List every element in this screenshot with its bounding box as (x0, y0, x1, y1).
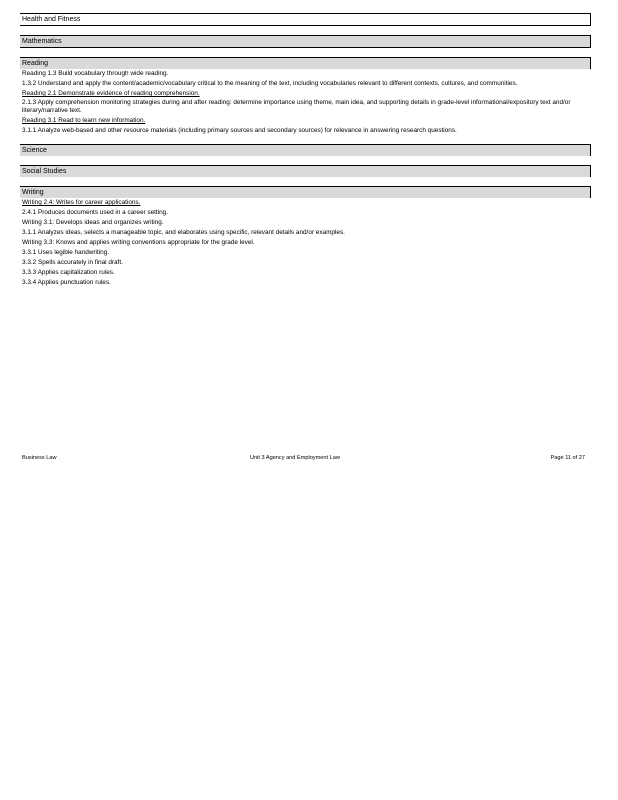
standard-item: 3.3.3 Applies capitalization rules. (22, 269, 115, 276)
footer-unit: Unit 3 Agency and Employment Law (250, 455, 340, 461)
standard-item: 2.1.3 Apply comprehension monitoring strategies during and after reading: determine importance using theme, main idea, and supporting details in grade-level informational/expository text and/or literary/narrative text. (22, 99, 571, 114)
section-science (20, 144, 591, 156)
section-mathematics (20, 35, 591, 48)
section-title: Science (22, 147, 47, 154)
section-title: Mathematics (22, 38, 62, 45)
standard-heading: Writing 3.3: Knows and applies writing conventions appropriate for the grade level. (22, 239, 255, 246)
standard-item: 1.3.2 Understand and apply the content/academic/vocabulary critical to the meaning of the text, including vocabularies relevant to different contexts, cultures, and communities. (22, 80, 518, 87)
section-social-studies (20, 165, 591, 177)
standard-item: 3.1.1 Analyze web-based and other resource materials (including primary sources and secondary sources) for relevance in answering research questions. (22, 127, 457, 134)
standard-item: 3.3.1 Uses legible handwriting. (22, 249, 110, 256)
section-title: Social Studies (22, 168, 67, 175)
page-footer (22, 454, 585, 462)
section-health-fitness (20, 13, 591, 26)
writing-standards (20, 198, 591, 288)
section-writing (20, 186, 591, 198)
standard-heading: Writing 3.1: Develops ideas and organizes writing. (22, 219, 164, 226)
standard-item: 3.3.2 Spells accurately in final draft. (22, 259, 123, 266)
section-reading (20, 57, 591, 69)
section-title: Reading (22, 60, 49, 67)
section-title: Health and Fitness (22, 16, 81, 23)
section-title: Writing (22, 189, 44, 196)
reading-standards (20, 69, 591, 136)
standards-content (20, 13, 591, 288)
footer-page-number: Page 11 of 27 (550, 455, 585, 461)
standard-item: 3.1.1 Analyzes ideas, selects a manageable topic, and elaborates using specific, relevant details and/or examples. (22, 229, 345, 236)
standard-heading: Reading 3.1 Read to learn new information. (22, 117, 146, 124)
standard-item: 2.4.1 Produces documents used in a career setting. (22, 209, 169, 216)
standard-item: 3.3.4 Applies punctuation rules. (22, 279, 111, 286)
footer-course: Business Law (22, 455, 57, 461)
standard-heading: Reading 1.3 Build vocabulary through wide reading. (22, 70, 169, 77)
standard-heading: Reading 2.1 Demonstrate evidence of reading comprehension. (22, 90, 200, 97)
standard-heading: Writing 2.4: Writes for career applications. (22, 199, 141, 206)
